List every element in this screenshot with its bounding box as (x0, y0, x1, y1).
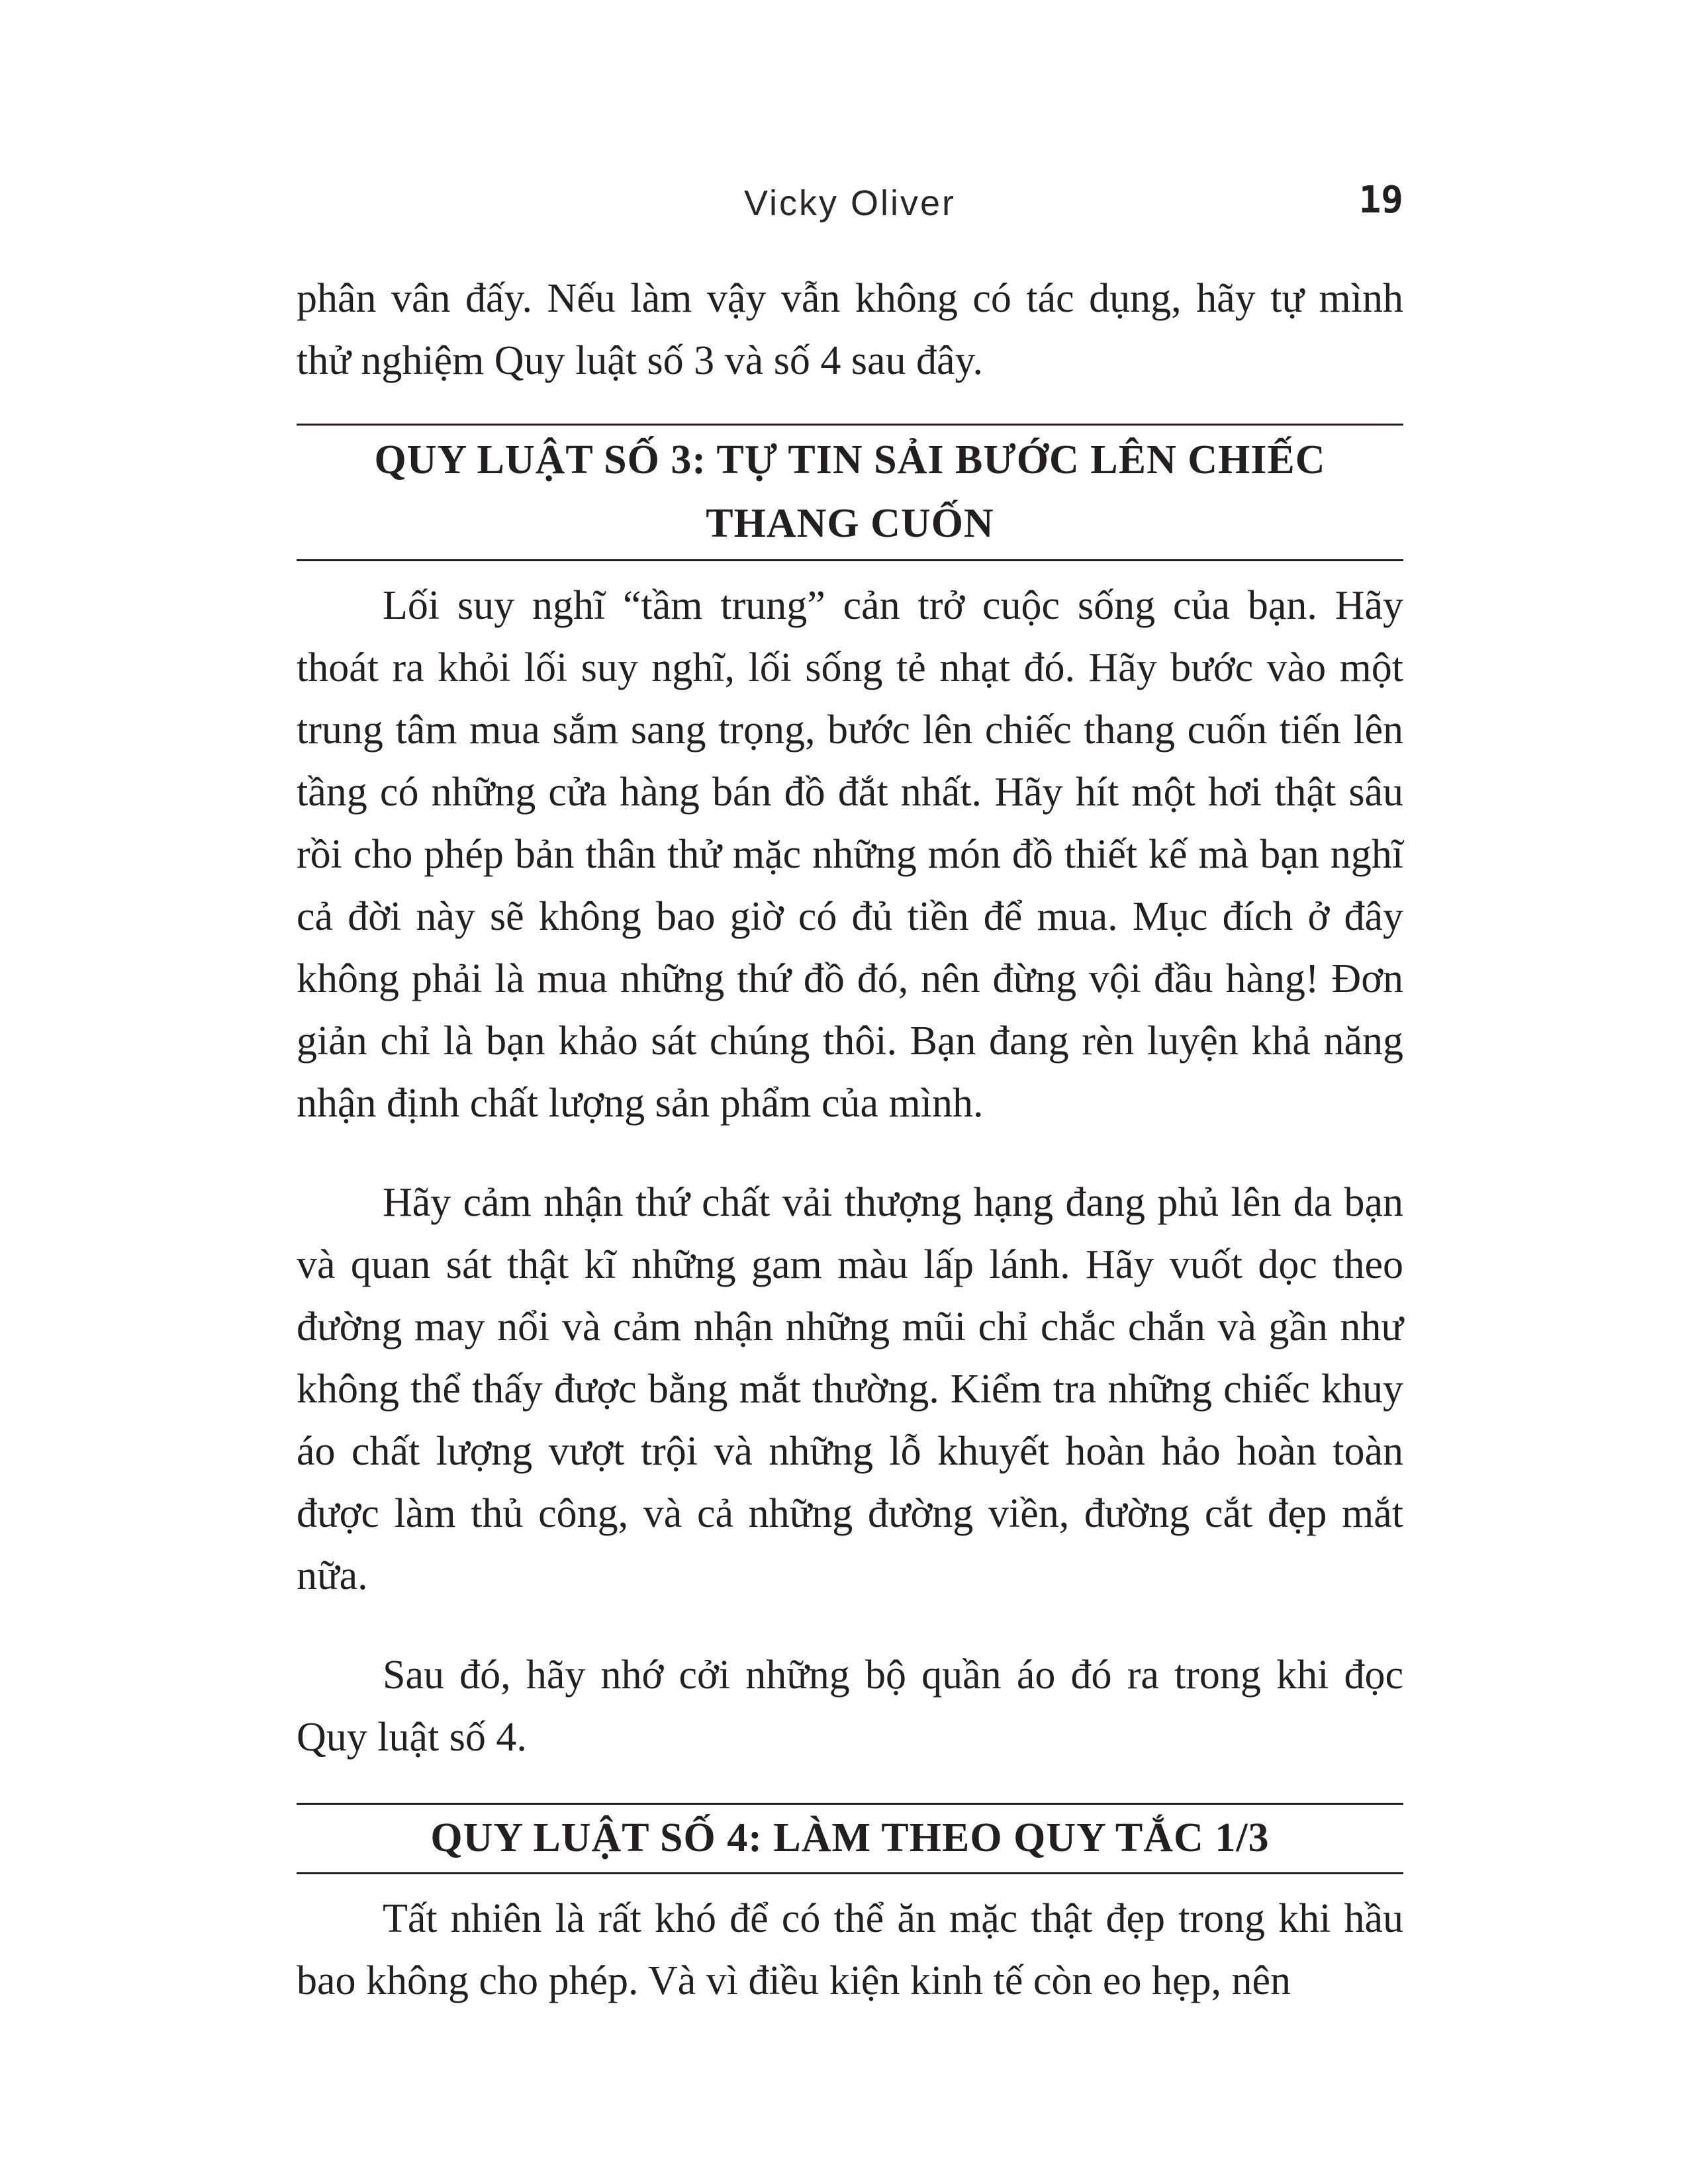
rule-4-paragraph: Tất nhiên là rất khó để có thể ăn mặc thật đẹp trong khi hầu bao không cho phép. Và vì điều kiện kinh tế còn eo hẹp, nên (297, 1896, 1403, 2003)
page-number: 19 (1358, 179, 1403, 222)
body-text (297, 267, 1403, 2012)
rule-3-heading-line-1: QUY LUẬT SỐ 3: TỰ TIN SẢI BƯỚC LÊN CHIẾC (374, 437, 1326, 482)
heading-rule-bottom (297, 1872, 1403, 1874)
rule-3-heading-line-2: THANG CUỐN (706, 501, 994, 546)
rule-4-heading: QUY LUẬT SỐ 4: LÀM THEO QUY TẮC 1/3 (430, 1815, 1270, 1860)
opening-paragraph: phân vân đấy. Nếu làm vậy vẫn không có tác dụng, hãy tự mình thử nghiệm Quy luật số 3 và số 4 sau đây. (297, 276, 1403, 383)
rule-3-paragraph: Hãy cảm nhận thứ chất vải thượng hạng đang phủ lên da bạn và quan sát thật kĩ những gam màu lấp lánh. Hãy vuốt dọc theo đường may nổi và cảm nhận những mũi chỉ chắc chắn và gần như không thể thấy được bằng mắt thường. Kiểm tra những chiếc khuy áo chất lượng vượt trội và những lỗ khuyết hoàn hảo hoàn toàn được làm thủ công, và cả những đường viền, đường cắt đẹp mắt nữa. (297, 1180, 1403, 1598)
rule-3-section-heading (297, 424, 1403, 561)
rule-3-heading (297, 426, 1403, 559)
author-name: Vicky Oliver (743, 183, 957, 223)
running-head (297, 179, 1403, 232)
rule-3-paragraph: Lối suy nghĩ “tầm trung” cản trở cuộc sống của bạn. Hãy thoát ra khỏi lối suy nghĩ, lối sống tẻ nhạt đó. Hãy bước vào một trung tâm mua sắm sang trọng, bước lên chiếc thang cuốn tiến lên tầng có những cửa hàng bán đồ đắt nhất. Hãy hít một hơi thật sâu rồi cho phép bản thân thử mặc những món đồ thiết kế mà bạn nghĩ cả đời này sẽ không bao giờ có đủ tiền để mua. Mục đích ở đây không phải là mua những thứ đồ đó, nên đừng vội đầu hàng! Đơn giản chỉ là bạn khảo sát chúng thôi. Bạn đang rèn luyện khả năng nhận định chất lượng sản phẩm của mình. (297, 583, 1403, 1126)
rule-4-section-heading (297, 1803, 1403, 1874)
rule-3-paragraph: Sau đó, hãy nhớ cởi những bộ quần áo đó ra trong khi đọc Quy luật số 4. (297, 1653, 1403, 1760)
heading-rule-bottom (297, 559, 1403, 561)
